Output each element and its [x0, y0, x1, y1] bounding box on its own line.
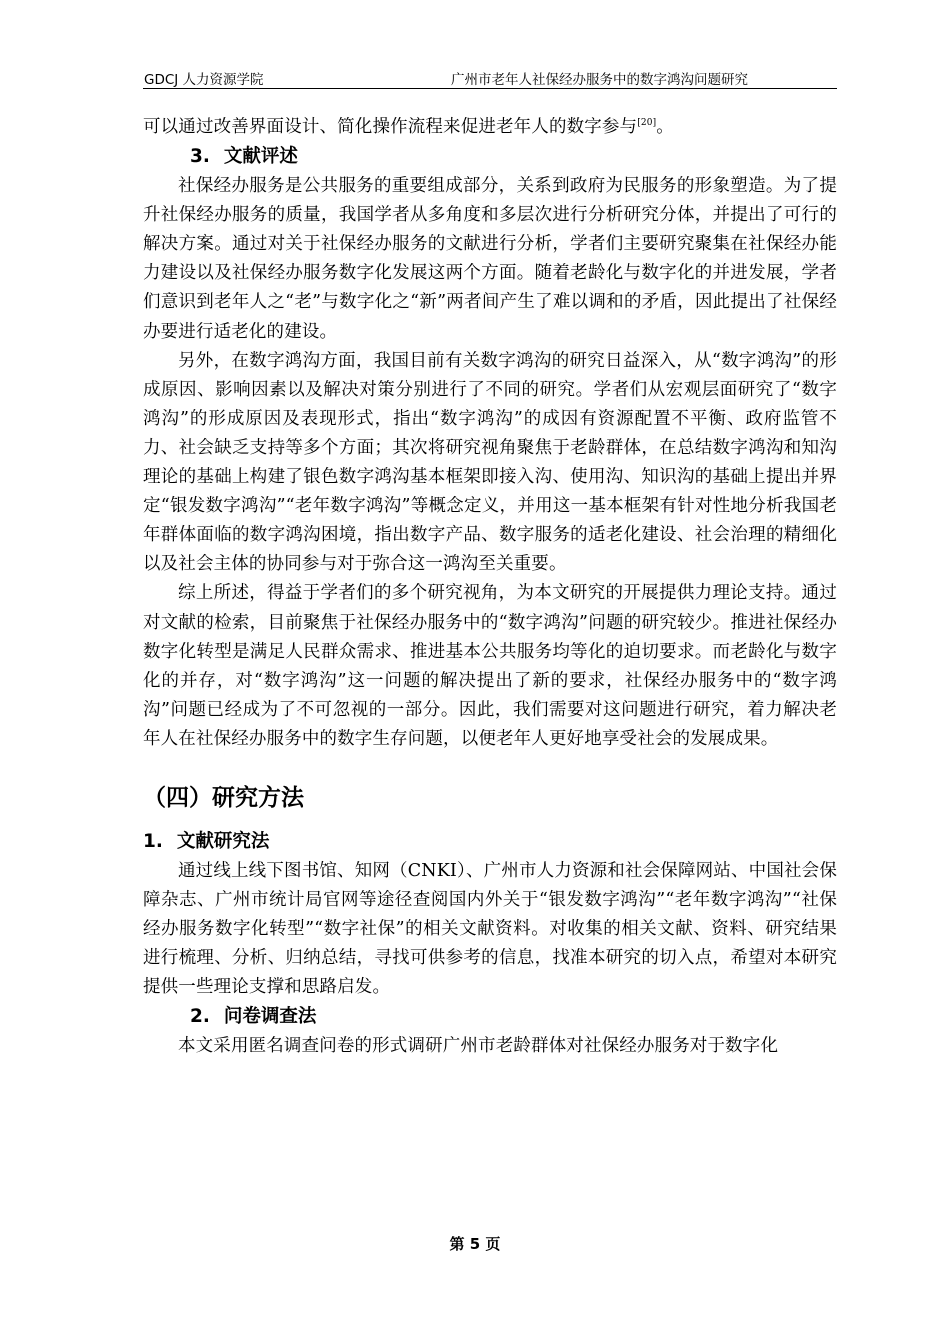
- review-paragraph-1: 社保经办服务是公共服务的重要组成部分，关系到政府为民服务的形象塑造。为了提升社保经办服务的质量，我国学者从多角度和多层次进行分析研究分体，并提出了可行的解决方案。通过对关于社保经办服务的文献进行分析，学者们主要研究聚集在社保经办能力建设以及社保经办服务数字化发展这两个方面。随着老龄化与数字化的并进发展，学者们意识到老年人之“老”与数字化之“新”两者间产生了难以调和的矛盾，因此提出了社保经办要进行适老化的建设。: [143, 176, 837, 342]
- method-2-title: 问卷调查法: [223, 1006, 317, 1028]
- review-paragraph-2: 另外，在数字鸿沟方面，我国目前有关数字鸿沟的研究日益深入，从“数字鸿沟”的形成原因、影响因素以及解决对策分别进行了不同的研究。学者们从宏观层面研究了“数字鸿沟”的形成原因及表现形式，指出“数字鸿沟”的成因有资源配置不平衡、政府监管不力、社会缺乏支持等多个方面；其次将研究视角聚焦于老龄群体，在总结数字鸿沟和知沟理论的基础上构建了银色数字鸿沟基本框架即接入沟、使用沟、知识沟的基础上提出并界定“银发数字鸿沟”“老年数字鸿沟”等概念定义，并用这一基本框架有针对性地分析我国老年群体面临的数字鸿沟困境，指出数字产品、数字服务的适老化建设、社会治理的精细化以及社会主体的协同参与对于弥合这一鸿沟至关重要。: [143, 350, 837, 575]
- section-3-number: 3.: [190, 146, 210, 168]
- method-2-paragraph: 本文采用匿名调查问卷的形式调研广州市老龄群体对社保经办服务对于数字化: [178, 1036, 779, 1057]
- header-right-text: 广州市老年人社保经办服务中的数字鸿沟问题研究: [451, 72, 748, 88]
- intro-text: 可以通过改善界面设计、简化操作流程来促进老年人的数字参与: [143, 117, 638, 137]
- intro-paragraph: [143, 113, 837, 142]
- header-left-text: GDCJ 人力资源学院: [144, 72, 264, 88]
- method-1-number: 1.: [143, 830, 163, 852]
- method-1-heading: [143, 827, 837, 857]
- section-3-title: 文献评述: [223, 146, 298, 168]
- method-2-heading: [143, 1002, 837, 1032]
- page-number: 第 5 页: [449, 1235, 501, 1253]
- section-3-heading: [143, 142, 837, 172]
- method-1-title: 文献研究法: [176, 830, 270, 852]
- intro-end: 。: [656, 117, 674, 137]
- page-header: [143, 66, 837, 89]
- citation-ref: [20]: [637, 118, 657, 128]
- section-4-heading: （四）研究方法: [143, 784, 304, 811]
- page-content: [143, 113, 837, 1062]
- method-2-number: 2.: [190, 1006, 210, 1028]
- review-paragraph-3: 综上所述，得益于学者们的多个研究视角，为本文研究的开展提供力理论支持。通过对文献的检索，目前聚焦于社保经办服务中的“数字鸿沟”问题的研究较少。推进社保经办数字化转型是满足人民群众需求、推进基本公共服务均等化的迫切要求。而老龄化与数字化的并存，对“数字鸿沟”这一问题的解决提出了新的要求，社保经办服务中的“数字鸿沟”问题已经成为了不可忽视的一部分。因此，我们需要对这问题进行研究，着力解决老年人在社保经办服务中的数字生存问题，以便老年人更好地享受社会的发展成果。: [143, 583, 837, 749]
- method-1-paragraph: 通过线上线下图书馆、知网（CNKI）、广州市人力资源和社会保障网站、中国社会保障杂志、广州市统计局官网等途径查阅国内外关于“银发数字鸿沟”“老年数字鸿沟”“社保经办服务数字化转型”“数字社保”的相关文献资料。对收集的相关文献、资料、研究结果进行梳理、分析、归纳总结，寻找可供参考的信息，找准本研究的切入点，希望对本研究提供一些理论支撑和思路启发。: [143, 860, 837, 998]
